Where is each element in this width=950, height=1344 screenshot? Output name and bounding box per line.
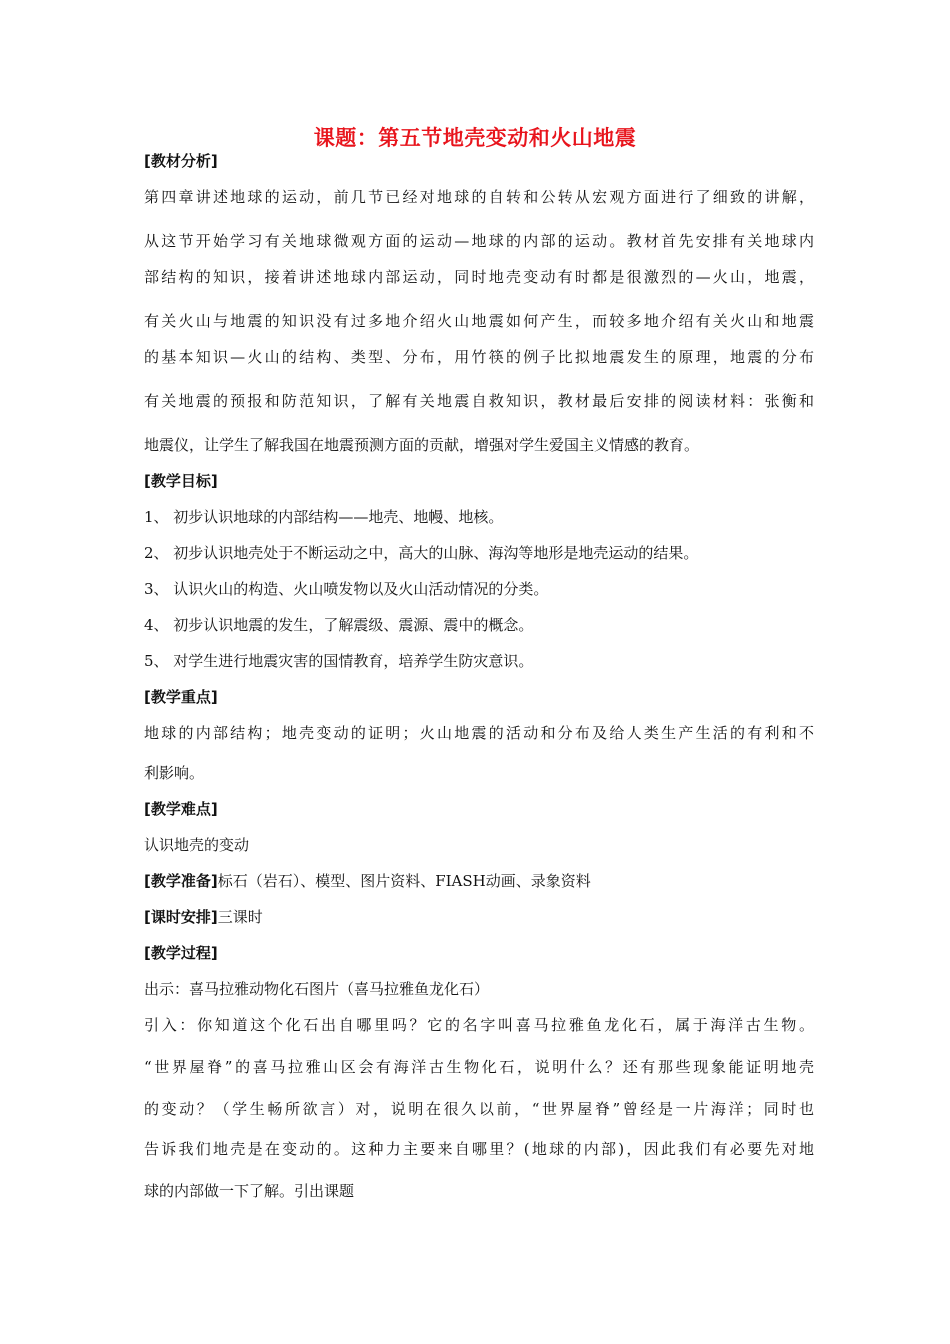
preparation-line bbox=[144, 870, 814, 892]
process-line: 出示：喜马拉雅动物化石图片（喜马拉雅鱼龙化石） bbox=[144, 980, 490, 998]
schedule-line bbox=[144, 906, 814, 928]
teaching-goals-heading: [教学目标] bbox=[144, 472, 218, 490]
difficulties-heading: [教学难点] bbox=[144, 800, 218, 818]
material-analysis-heading: [教材分析] bbox=[144, 152, 218, 170]
material-analysis-line: 的基本知识—火山的结构、类型、分布，用竹筷的例子比拟地震发生的原理，地震的分布 bbox=[144, 348, 814, 366]
document-title: 课题：第五节地壳变动和火山地震 bbox=[313, 126, 637, 150]
process-line: 告诉我们地壳是在变动的。这种力主要来自哪里？(地球的内部)，因此我们有必要先对地 bbox=[144, 1140, 814, 1158]
process-line: “世界屋脊”的喜马拉雅山区会有海洋古生物化石，说明什么？还有那些现象能证明地壳 bbox=[144, 1058, 814, 1076]
process-line: 球的内部做一下了解。引出课题 bbox=[144, 1182, 355, 1200]
process-line: 的变动？（学生畅所欲言）对，说明在很久以前，“世界屋脊”曾经是一片海洋；同时也 bbox=[144, 1100, 814, 1118]
material-analysis-line: 第四章讲述地球的运动，前几节已经对地球的自转和公转从宏观方面进行了细致的讲解， bbox=[144, 188, 814, 206]
material-analysis-line: 从这节开始学习有关地球微观方面的运动—地球的内部的运动。教材首先安排有关地球内 bbox=[144, 232, 814, 250]
difficulties-text: 认识地壳的变动 bbox=[144, 836, 250, 854]
preparation-text: 标石（岩石）、模型、图片资料、FIASH动画、录象资料 bbox=[217, 872, 591, 890]
material-analysis-line: 地震仪，让学生了解我国在地震预测方面的贡献，增强对学生爱国主义情感的教育。 bbox=[144, 436, 700, 454]
material-analysis-line: 有关火山与地震的知识没有过多地介绍火山地震如何产生，而较多地介绍有关火山和地震 bbox=[144, 312, 814, 330]
teaching-goal-item: 5、 对学生进行地震灾害的国情教育，培养学生防灾意识。 bbox=[144, 652, 534, 670]
key-points-heading: [教学重点] bbox=[144, 688, 218, 706]
process-heading: [教学过程] bbox=[144, 944, 218, 962]
key-points-line: 地球的内部结构；地壳变动的证明；火山地震的活动和分布及给人类生产生活的有利和不 bbox=[144, 724, 814, 742]
teaching-goal-item: 4、 初步认识地震的发生，了解震级、震源、震中的概念。 bbox=[144, 616, 534, 634]
teaching-goal-item: 1、 初步认识地球的内部结构——地壳、地幔、地核。 bbox=[144, 508, 504, 526]
teaching-goal-item: 3、 认识火山的构造、火山喷发物以及火山活动情况的分类。 bbox=[144, 580, 549, 598]
schedule-text: 三课时 bbox=[217, 908, 263, 926]
material-analysis-line: 部结构的知识，接着讲述地球内部运动，同时地壳变动有时都是很激烈的—火山，地震， bbox=[144, 268, 814, 286]
teaching-goal-item: 2、 初步认识地壳处于不断运动之中，高大的山脉、海沟等地形是地壳运动的结果。 bbox=[144, 544, 699, 562]
material-analysis-line: 有关地震的预报和防范知识，了解有关地震自救知识，教材最后安排的阅读材料：张衡和 bbox=[144, 392, 814, 410]
process-line: 引入：你知道这个化石出自哪里吗？它的名字叫喜马拉雅鱼龙化石，属于海洋古生物。 bbox=[144, 1016, 814, 1034]
preparation-heading: [教学准备] bbox=[144, 872, 218, 890]
schedule-heading: [课时安排] bbox=[144, 908, 218, 926]
key-points-line: 利影响。 bbox=[144, 764, 205, 782]
